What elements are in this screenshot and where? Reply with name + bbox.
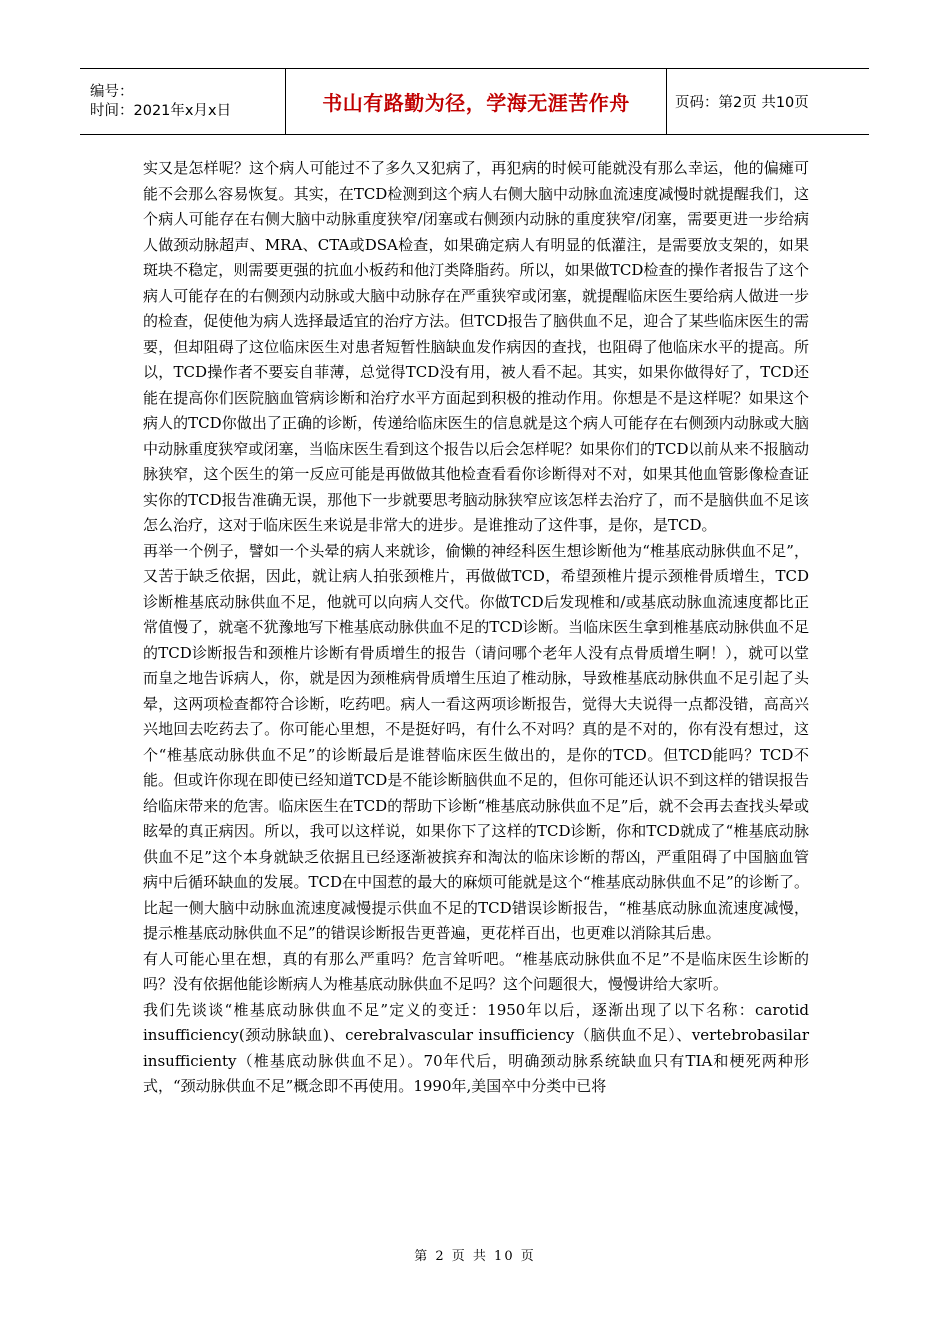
body-paragraph: 有人可能心里在想，真的有那么严重吗？危言耸听吧。“椎基底动脉供血不足”不是临床医生诊断的吗？没有依据他能诊断病人为椎基底动脉供血不足吗？这个问题很大，慢慢讲给大家听。 [143,949,809,993]
body-paragraph: 我们先谈谈“椎基底动脉供血不足”定义的变迁：1950年以后，逐渐出现了以下名称：carotid insufficiency(颈动脉缺血)、cerebralvascular insufficiency（脑供血不足）、vertebrobasilar insufficienty（椎基底动脉供血不足）。70年代后，明确颈动脉系统缺血只有TIA和梗死两种形式，“颈动脉供血不足”概念即不再使用。1990年,美国卒中分类中已将 [143,1000,809,1095]
header-motto-cell [286,69,667,135]
document-body [143,156,809,1100]
header-motto: 书山有路勤为径，学海无涯苦作舟 [322,91,630,115]
document-number-label: 编号： [90,83,134,100]
page-footer: 第 2 页 共 10 页 [414,1249,536,1264]
header-page-code: 页码：第2页 共10页 [675,95,809,111]
header-page-cell [667,69,870,135]
body-paragraph: 实又是怎样呢？这个病人可能过不了多久又犯病了，再犯病的时候可能就没有那么幸运，他的偏瘫可能不会那么容易恢复。其实，在TCD检测到这个病人右侧大脑中动脉血流速度减慢时就提醒我们，这个病人可能存在右侧大脑中动脉重度狭窄/闭塞或右侧颈内动脉的重度狭窄/闭塞，需要更进一步给病人做颈动脉超声、MRA、CTA或DSA检查，如果确定病人有明显的低灌注，是需要放支架的，如果斑块不稳定，则需要更强的抗血小板药和他汀类降脂药。所以，如果做TCD检查的操作者报告了这个病人可能存在的右侧颈内动脉或大脑中动脉存在严重狭窄或闭塞，就提醒临床医生要给病人做进一步的检查，促使他为病人选择最适宜的治疗方法。但TCD报告了脑供血不足，迎合了某些临床医生的需要，但却阻碍了这位临床医生对患者短暂性脑缺血发作病因的查找，也阻碍了他临床水平的提高。所以，TCD操作者不要妄自菲薄，总觉得TCD没有用，被人看不起。其实，如果你做得好了，TCD还能在提高你们医院脑血管病诊断和治疗水平方面起到积极的推动作用。你想是不是这样呢？如果这个病人的TCD你做出了正确的诊断，传递给临床医生的信息就是这个病人可能存在右侧颈内动脉或大脑中动脉重度狭窄或闭塞，当临床医生看到这个报告以后会怎样呢？如果你们的TCD以前从来不报脑动脉狭窄，这个医生的第一反应可能是再做做其他检查看看你诊断得对不对，如果其他血管影像检查证实你的TCD报告准确无误，那他下一步就要思考脑动脉狭窄应该怎样去治疗了，而不是脑供血不足该怎么治疗，这对于临床医生来说是非常大的进步。是谁推动了这件事，是你，是TCD。 [143,159,809,534]
document-time-label: 时间：2021年x月x日 [90,102,232,119]
document-header [80,68,869,135]
body-paragraph: 再举一个例子，譬如一个头晕的病人来就诊，偷懒的神经科医生想诊断他为“椎基底动脉供血不足”，又苦于缺乏依据，因此，就让病人拍张颈椎片，再做做TCD，希望颈椎片提示颈椎骨质增生，TCD诊断椎基底动脉供血不足，他就可以向病人交代。你做TCD后发现椎和/或基底动脉血流速度都比正常值慢了，就毫不犹豫地写下椎基底动脉供血不足的TCD诊断。当临床医生拿到椎基底动脉供血不足的TCD诊断报告和颈椎片诊断有骨质增生的报告（请问哪个老年人没有点骨质增生啊！），就可以堂而皇之地告诉病人，你，就是因为颈椎病骨质增生压迫了椎动脉，导致椎基底动脉供血不足引起了头晕，这两项检查都符合诊断，吃药吧。病人一看这两项诊断报告，觉得大夫说得一点都没错，高高兴兴地回去吃药去了。你可能心里想，不是挺好吗，有什么不对吗？真的是不对的，你有没有想过，这个“椎基底动脉供血不足”的诊断最后是谁替临床医生做出的，是你的TCD。但TCD能吗？TCD不能。但或许你现在即使已经知道TCD是不能诊断脑供血不足的，但你可能还认识不到这样的错误报告给临床带来的危害。临床医生在TCD的帮助下诊断“椎基底动脉供血不足”后，就不会再去查找头晕或眩晕的真正病因。所以，我可以这样说，如果你下了这样的TCD诊断，你和TCD就成了“椎基底动脉供血不足”这个本身就缺乏依据且已经逐渐被摈弃和淘汰的临床诊断的帮凶，严重阻碍了中国脑血管病中后循环缺血的发展。TCD在中国惹的最大的麻烦可能就是这个“椎基底动脉供血不足”的诊断了。比起一侧大脑中动脉血流速度减慢提示供血不足的TCD错误诊断报告，“椎基底动脉血流速度减慢，提示椎基底动脉供血不足”的错误诊断报告更普遍，更花样百出，也更难以消除其后患。 [143,541,809,942]
header-info-cell [80,69,286,135]
